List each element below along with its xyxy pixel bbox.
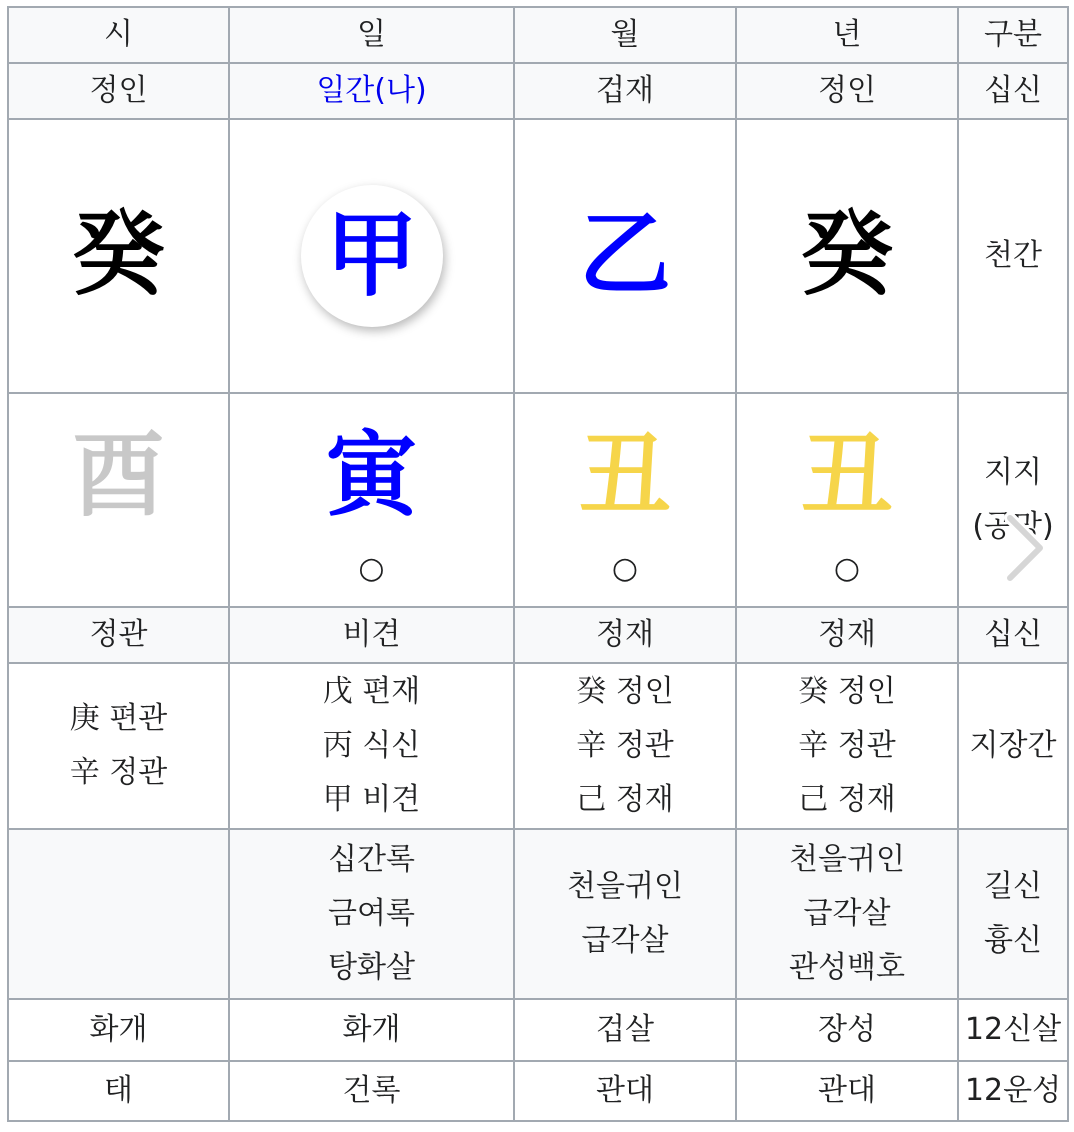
- jiji-year: [736, 393, 958, 607]
- jiji-row: [8, 393, 1068, 607]
- sipsin-top-hour: 정인: [8, 63, 229, 119]
- unseong12-day: 건록: [229, 1061, 514, 1121]
- unseong12-hour: 태: [8, 1061, 229, 1121]
- sinsal12-row: [8, 999, 1068, 1061]
- unseong12-row: [8, 1061, 1068, 1121]
- jijanggan-item: 癸 정인: [798, 674, 896, 709]
- sinsal-item: 탕화살: [328, 950, 415, 985]
- jijanggan-item: 辛 정관: [798, 728, 896, 763]
- jijanggan-item: 己 정재: [576, 782, 674, 817]
- cheongan-category: 천간: [958, 119, 1068, 393]
- sinsal-hour: [8, 829, 229, 999]
- gongmang-mark: ○: [358, 551, 385, 586]
- jiji-day: [229, 393, 514, 607]
- sinsal-category: [958, 829, 1068, 999]
- jijanggan-item: 己 정재: [798, 782, 896, 817]
- sinsal12-year: 장성: [736, 999, 958, 1061]
- header-category: 구분: [958, 7, 1068, 63]
- sipsin-top-year: 정인: [736, 63, 958, 119]
- sipsin-bottom-hour: 정관: [8, 607, 229, 663]
- sipsin-top-day[interactable]: [229, 63, 514, 119]
- header-row: [8, 7, 1068, 63]
- jijanggan-item: 辛 정관: [576, 728, 674, 763]
- cheongan-row: [8, 119, 1068, 393]
- sinsal-item: 십간록: [328, 842, 415, 877]
- header-hour: 시: [8, 7, 229, 63]
- sinsal-item: 천을귀인: [567, 869, 683, 904]
- sinsal-month: [514, 829, 736, 999]
- jijanggan-year: [736, 663, 958, 829]
- jijanggan-item: 甲 비견: [322, 782, 421, 817]
- header-year: 년: [736, 7, 958, 63]
- header-month: 월: [514, 7, 736, 63]
- sipsin-top-category: 십신: [958, 63, 1068, 119]
- cheongan-day: [229, 119, 514, 393]
- header-day: 일: [229, 7, 514, 63]
- jiji-hour: [8, 393, 229, 607]
- cheongan-hour-char: 癸: [72, 200, 165, 308]
- sinsal-item: 금여록: [328, 896, 415, 931]
- sinsal-day: [229, 829, 514, 999]
- sipsin-top-row: [8, 63, 1068, 119]
- chevron-right-icon[interactable]: [996, 508, 1056, 588]
- gongmang-mark: ○: [833, 551, 861, 586]
- jijanggan-item: 丙 식신: [322, 728, 421, 763]
- sipsin-top-month: 겁재: [514, 63, 736, 119]
- jiji-day-char: 寅: [325, 422, 418, 529]
- sinsal-row: [8, 829, 1068, 999]
- ilgan-link[interactable]: 일간(나): [316, 73, 427, 108]
- cheongan-month: [514, 119, 736, 393]
- jiji-hour-char: 酉: [72, 422, 165, 529]
- gongmang-mark: ○: [611, 551, 639, 586]
- sipsin-bottom-row: [8, 607, 1068, 663]
- jiji-category-line2: (공망): [972, 509, 1054, 544]
- unseong12-year: 관대: [736, 1061, 958, 1121]
- jiji-year-char: 丑: [800, 422, 893, 529]
- cheongan-year: [736, 119, 958, 393]
- sinsal-year: [736, 829, 958, 999]
- unseong12-month: 관대: [514, 1061, 736, 1121]
- sinsal-category-line2: 흉신: [984, 923, 1042, 958]
- jiji-month-char: 丑: [578, 422, 671, 529]
- jijanggan-month: [514, 663, 736, 829]
- jiji-category-line1: 지지: [984, 455, 1042, 490]
- jijanggan-day: [229, 663, 514, 829]
- sinsal-item: 관성백호: [789, 950, 905, 985]
- jijanggan-item: 辛 정관: [69, 755, 168, 790]
- sipsin-bottom-day: 비견: [229, 607, 514, 663]
- sinsal12-category: 12신살: [958, 999, 1068, 1061]
- sinsal-item: 천을귀인: [789, 842, 905, 877]
- sinsal12-day: 화개: [229, 999, 514, 1061]
- jiji-month: [514, 393, 736, 607]
- sipsin-bottom-year: 정재: [736, 607, 958, 663]
- sipsin-bottom-category: 십신: [958, 607, 1068, 663]
- jijanggan-item: 庚 편관: [69, 701, 168, 736]
- cheongan-day-char: 甲: [325, 202, 418, 309]
- unseong12-category: 12운성: [958, 1061, 1068, 1121]
- sinsal-category-line1: 길신: [984, 869, 1042, 904]
- jijanggan-item: 癸 정인: [576, 674, 674, 709]
- sinsal-item: 급각살: [581, 923, 669, 958]
- cheongan-month-char: 乙: [578, 200, 671, 308]
- jijanggan-hour: [8, 663, 229, 829]
- jijanggan-row: [8, 663, 1068, 829]
- cheongan-hour: [8, 119, 229, 393]
- cheongan-year-char: 癸: [800, 200, 893, 308]
- ilgan-circle: [301, 185, 443, 327]
- sinsal12-month: 겁살: [514, 999, 736, 1061]
- sinsal12-hour: 화개: [8, 999, 229, 1061]
- sinsal-item: 급각살: [803, 896, 891, 931]
- saju-table: [7, 6, 1069, 1122]
- jijanggan-item: 戊 편재: [322, 674, 421, 709]
- jijanggan-category: 지장간: [958, 663, 1068, 829]
- sipsin-bottom-month: 정재: [514, 607, 736, 663]
